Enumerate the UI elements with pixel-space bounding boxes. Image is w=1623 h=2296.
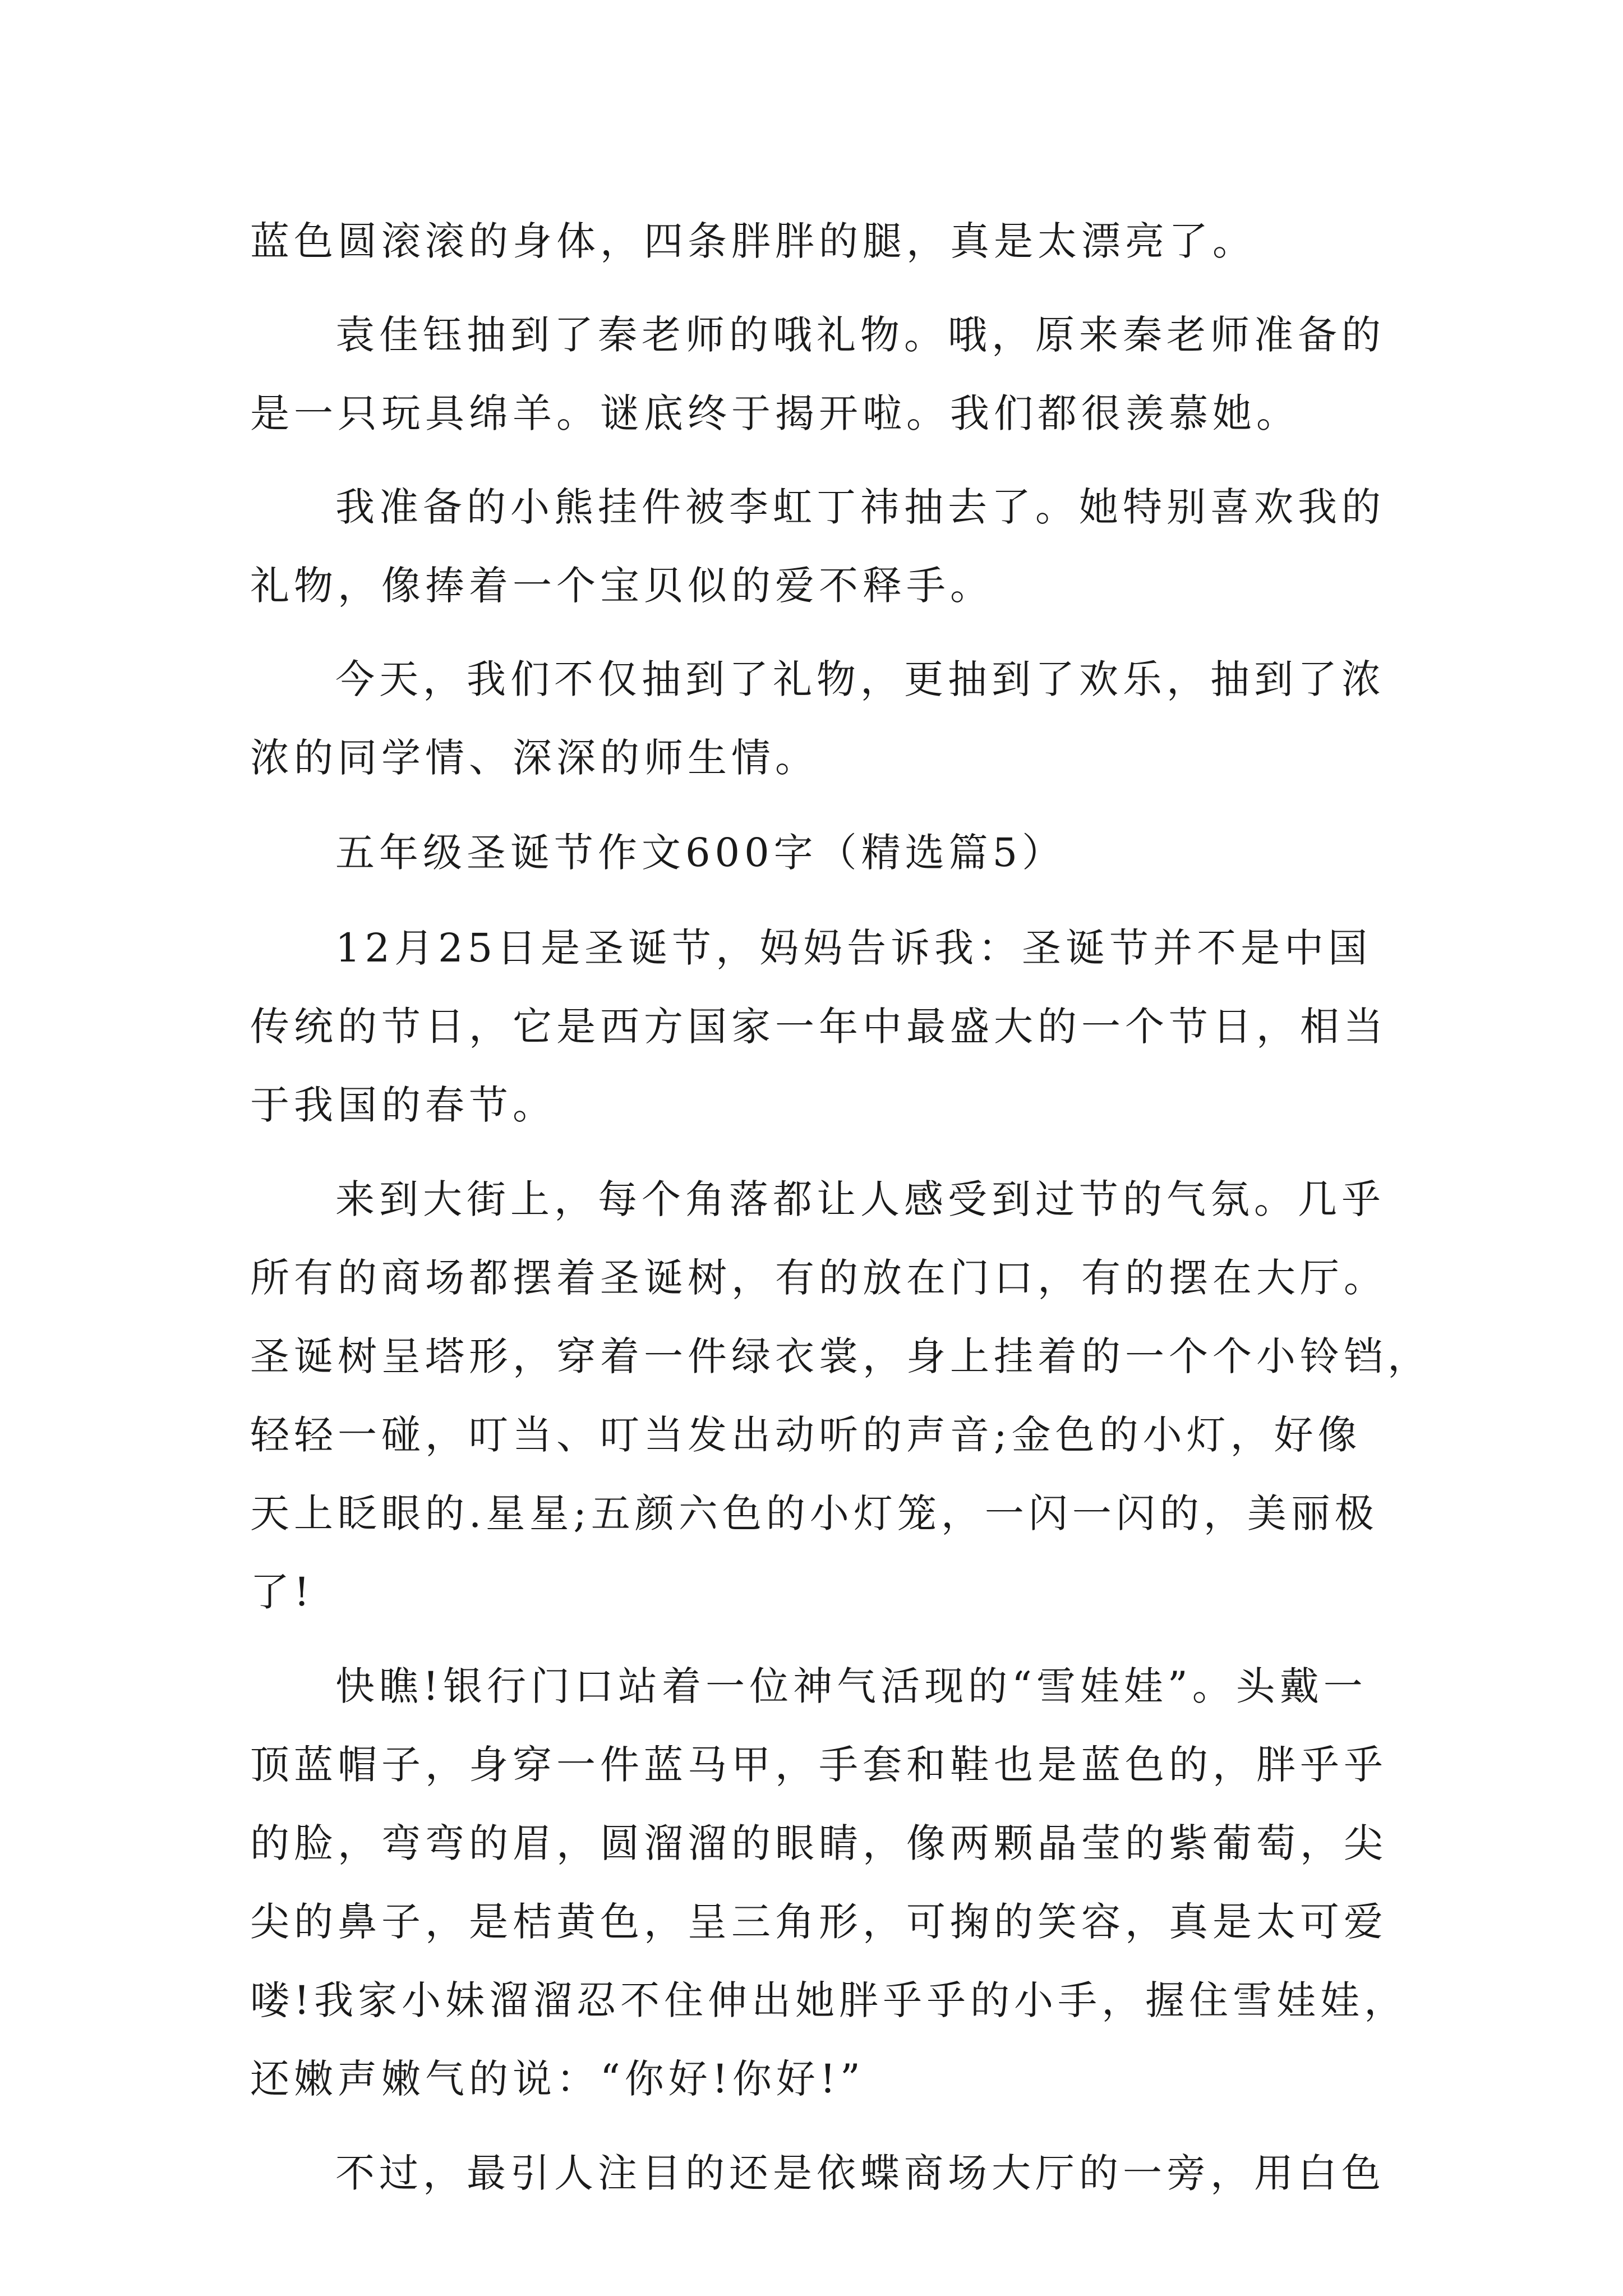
text-line: 尖的鼻子，是桔黄色，呈三角形，可掬的笑容，真是太可爱	[250, 1899, 1387, 1945]
section-heading: 五年级圣诞节作文600字（精选篇5）	[335, 830, 1066, 876]
text-line: 今天，我们不仅抽到了礼物，更抽到了欢乐，抽到了浓	[335, 656, 1385, 702]
text-line: 蓝色圆滚滚的身体，四条胖胖的腿，真是太漂亮了。	[250, 218, 1256, 264]
text-line: 来到大街上，每个角落都让人感受到过节的气氛。几乎	[335, 1176, 1385, 1222]
text-line: 了!	[250, 1569, 315, 1615]
text-line: 传统的节日，它是西方国家一年中最盛大的一个节日，相当	[250, 1004, 1387, 1050]
text-line: 是一只玩具绵羊。谜底终于揭开啦。我们都很羡慕她。	[250, 390, 1300, 436]
text-line: 我准备的小熊挂件被李虹丁祎抽去了。她特别喜欢我的	[335, 484, 1385, 530]
text-line: 礼物，像捧着一个宝贝似的爱不释手。	[250, 563, 994, 609]
text-line: 不过，最引人注目的还是依蝶商场大厅的一旁，用白色	[335, 2150, 1385, 2196]
text-line: 喽!我家小妹溜溜忍不住伸出她胖乎乎的小手，握住雪娃娃，	[250, 1977, 1408, 2023]
text-line: 快瞧!银行门口站着一位神气活现的“雪娃娃”。头戴一	[335, 1663, 1367, 1709]
text-line: 的脸，弯弯的眉，圆溜溜的眼睛，像两颗晶莹的紫葡萄，尖	[250, 1820, 1387, 1866]
text-line: 天上眨眼的.星星;五颜六色的小灯笼，一闪一闪的，美丽极	[250, 1490, 1378, 1536]
text-line: 顶蓝帽子，身穿一件蓝马甲，手套和鞋也是蓝色的，胖乎乎	[250, 1742, 1387, 1788]
text-line: 圣诞树呈塔形，穿着一件绿衣裳，身上挂着的一个个小铃铛，	[250, 1333, 1431, 1379]
text-line: 浓的同学情、深深的师生情。	[250, 735, 819, 781]
text-line: 袁佳钰抽到了秦老师的哦礼物。哦，原来秦老师准备的	[335, 312, 1385, 358]
text-line: 轻轻一碰，叮当、叮当发出动听的声音;金色的小灯，好像	[250, 1412, 1362, 1458]
text-line: 所有的商场都摆着圣诞树，有的放在门口，有的摆在大厅。	[250, 1255, 1387, 1301]
text-line: 还嫩声嫩气的说：“你好!你好!”	[250, 2056, 865, 2102]
text-line: 于我国的春节。	[250, 1082, 556, 1128]
text-line: 12月25日是圣诞节，妈妈告诉我：圣诞节并不是中国	[335, 925, 1372, 971]
